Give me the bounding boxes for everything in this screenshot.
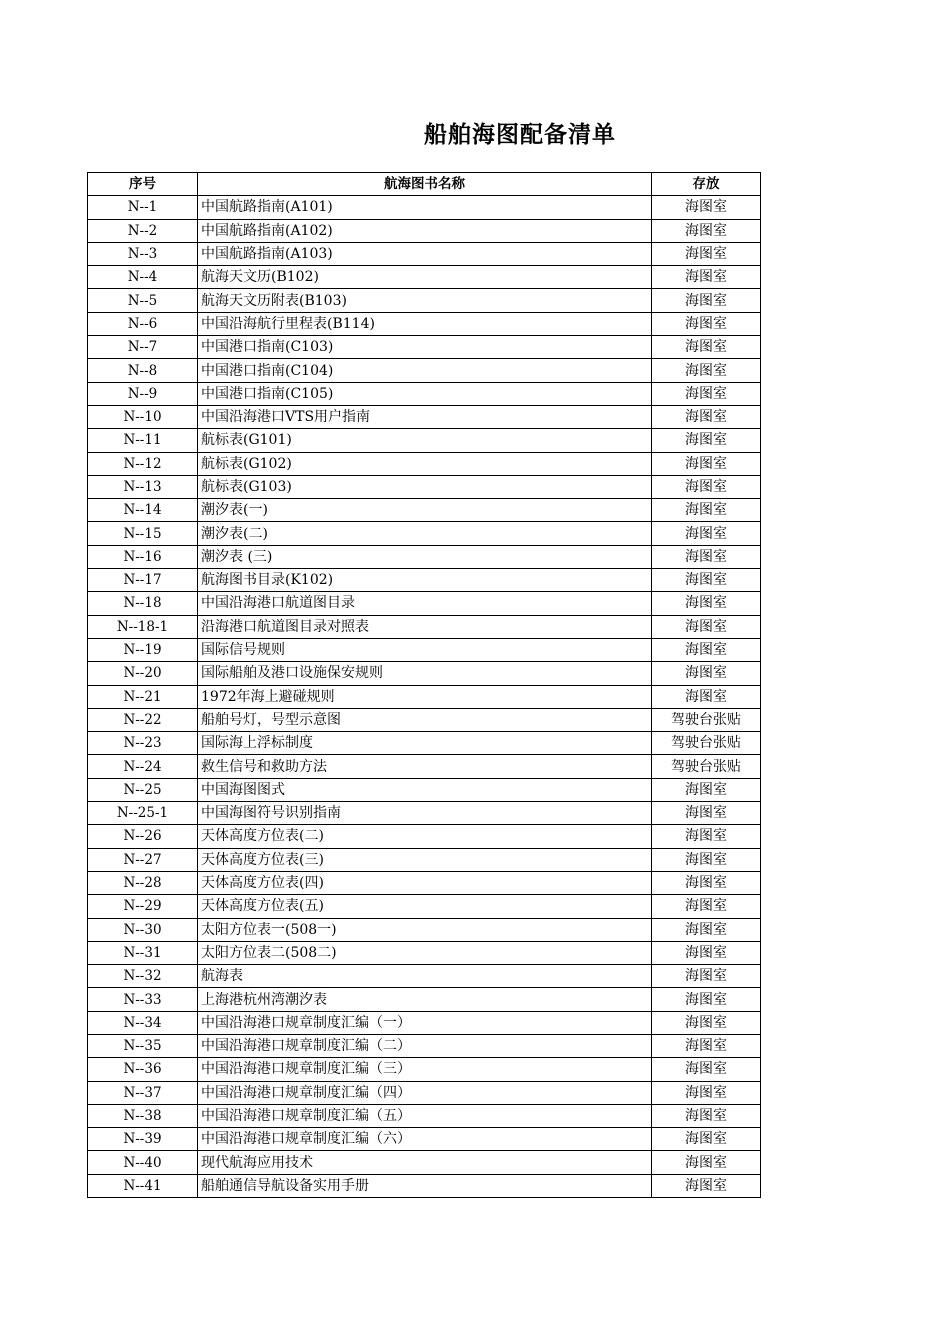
book-name-cell: 中国沿海港口规章制度汇编（二） (198, 1034, 652, 1057)
table-row (88, 708, 761, 731)
book-name-cell: 中国沿海港口规章制度汇编（六） (198, 1128, 652, 1151)
table-row (88, 1011, 761, 1034)
table-row (88, 1104, 761, 1127)
table-row (88, 336, 761, 359)
row-number-cell: N--18 (88, 592, 198, 615)
book-name-cell: 中国海图图式 (198, 778, 652, 801)
row-number-cell: N--26 (88, 825, 198, 848)
book-name-cell: 航标表(G102) (198, 452, 652, 475)
row-number-cell: N--3 (88, 242, 198, 265)
book-name-cell: 中国沿海港口航道图目录 (198, 592, 652, 615)
table-row (88, 685, 761, 708)
book-name-cell: 中国沿海港口规章制度汇编（三） (198, 1058, 652, 1081)
row-number-cell: N--30 (88, 918, 198, 941)
page-title: 船舶海图配备清单 (424, 122, 616, 148)
storage-location-cell: 海图室 (652, 336, 761, 359)
book-name-cell: 中国港口指南(C104) (198, 359, 652, 382)
row-number-cell: N--13 (88, 475, 198, 498)
table-row (88, 312, 761, 335)
row-number-cell: N--11 (88, 429, 198, 452)
book-name-cell: 天体高度方位表(五) (198, 895, 652, 918)
storage-location-cell: 海图室 (652, 662, 761, 685)
storage-location-cell: 海图室 (652, 895, 761, 918)
row-number-cell: N--31 (88, 941, 198, 964)
table-row (88, 802, 761, 825)
book-name-cell: 天体高度方位表(二) (198, 825, 652, 848)
table-row (88, 592, 761, 615)
table-row (88, 965, 761, 988)
storage-location-cell: 海图室 (652, 1011, 761, 1034)
storage-location-cell: 海图室 (652, 429, 761, 452)
row-number-cell: N--9 (88, 382, 198, 405)
header-name: 航海图书名称 (198, 173, 652, 196)
book-name-cell: 天体高度方位表(三) (198, 848, 652, 871)
book-name-cell: 航海天文历(B102) (198, 266, 652, 289)
table-row (88, 242, 761, 265)
table-row (88, 918, 761, 941)
table-row (88, 405, 761, 428)
book-name-cell: 国际海上浮标制度 (198, 732, 652, 755)
header-no: 序号 (88, 173, 198, 196)
table-row (88, 382, 761, 405)
storage-location-cell: 海图室 (652, 1128, 761, 1151)
book-name-cell: 航标表(G103) (198, 475, 652, 498)
storage-location-cell: 海图室 (652, 545, 761, 568)
storage-location-cell: 海图室 (652, 988, 761, 1011)
table-row (88, 569, 761, 592)
book-name-cell: 航标表(G101) (198, 429, 652, 452)
row-number-cell: N--36 (88, 1058, 198, 1081)
table-row (88, 755, 761, 778)
book-name-cell: 中国沿海港口规章制度汇编（一） (198, 1011, 652, 1034)
table-row (88, 895, 761, 918)
row-number-cell: N--1 (88, 196, 198, 219)
storage-location-cell: 海图室 (652, 569, 761, 592)
row-number-cell: N--27 (88, 848, 198, 871)
row-number-cell: N--32 (88, 965, 198, 988)
table-row (88, 499, 761, 522)
row-number-cell: N--25 (88, 778, 198, 801)
book-name-cell: 中国海图符号识别指南 (198, 802, 652, 825)
storage-location-cell: 海图室 (652, 941, 761, 964)
row-number-cell: N--34 (88, 1011, 198, 1034)
row-number-cell: N--24 (88, 755, 198, 778)
row-number-cell: N--14 (88, 499, 198, 522)
table-row (88, 871, 761, 894)
row-number-cell: N--18-1 (88, 615, 198, 638)
storage-location-cell: 海图室 (652, 685, 761, 708)
book-name-cell: 中国沿海港口规章制度汇编（五） (198, 1104, 652, 1127)
row-number-cell: N--38 (88, 1104, 198, 1127)
storage-location-cell: 海图室 (652, 266, 761, 289)
storage-location-cell: 海图室 (652, 1081, 761, 1104)
row-number-cell: N--41 (88, 1174, 198, 1197)
table-row (88, 825, 761, 848)
table-row (88, 848, 761, 871)
storage-location-cell: 海图室 (652, 522, 761, 545)
row-number-cell: N--28 (88, 871, 198, 894)
storage-location-cell: 海图室 (652, 871, 761, 894)
table-header-row (88, 173, 761, 196)
storage-location-cell: 驾驶台张贴 (652, 732, 761, 755)
table-row (88, 615, 761, 638)
row-number-cell: N--33 (88, 988, 198, 1011)
book-name-cell: 中国沿海港口规章制度汇编（四） (198, 1081, 652, 1104)
book-name-cell: 中国沿海航行里程表(B114) (198, 312, 652, 335)
row-number-cell: N--37 (88, 1081, 198, 1104)
storage-location-cell: 海图室 (652, 1174, 761, 1197)
book-name-cell: 潮汐表(二) (198, 522, 652, 545)
table-row (88, 452, 761, 475)
storage-location-cell: 海图室 (652, 1104, 761, 1127)
row-number-cell: N--12 (88, 452, 198, 475)
storage-location-cell: 海图室 (652, 965, 761, 988)
book-name-cell: 救生信号和救助方法 (198, 755, 652, 778)
table-row (88, 988, 761, 1011)
row-number-cell: N--5 (88, 289, 198, 312)
storage-location-cell: 海图室 (652, 615, 761, 638)
table-row (88, 1034, 761, 1057)
chart-inventory-table (87, 172, 761, 1198)
row-number-cell: N--10 (88, 405, 198, 428)
storage-location-cell: 海图室 (652, 918, 761, 941)
book-name-cell: 太阳方位表二(508二) (198, 941, 652, 964)
row-number-cell: N--39 (88, 1128, 198, 1151)
book-name-cell: 国际信号规则 (198, 638, 652, 661)
storage-location-cell: 海图室 (652, 848, 761, 871)
storage-location-cell: 海图室 (652, 1058, 761, 1081)
row-number-cell: N--6 (88, 312, 198, 335)
book-name-cell: 现代航海应用技术 (198, 1151, 652, 1174)
book-name-cell: 航海表 (198, 965, 652, 988)
table-row (88, 289, 761, 312)
book-name-cell: 天体高度方位表(四) (198, 871, 652, 894)
row-number-cell: N--17 (88, 569, 198, 592)
table-row (88, 266, 761, 289)
table-row (88, 732, 761, 755)
book-name-cell: 中国航路指南(A101) (198, 196, 652, 219)
row-number-cell: N--23 (88, 732, 198, 755)
storage-location-cell: 海图室 (652, 499, 761, 522)
table-row (88, 1081, 761, 1104)
book-name-cell: 潮汐表(一) (198, 499, 652, 522)
storage-location-cell: 海图室 (652, 802, 761, 825)
row-number-cell: N--19 (88, 638, 198, 661)
book-name-cell: 太阳方位表一(508一) (198, 918, 652, 941)
storage-location-cell: 驾驶台张贴 (652, 708, 761, 731)
storage-location-cell: 海图室 (652, 475, 761, 498)
table-body (88, 196, 761, 1198)
book-name-cell: 国际船舶及港口设施保安规则 (198, 662, 652, 685)
book-name-cell: 上海港杭州湾潮汐表 (198, 988, 652, 1011)
row-number-cell: N--4 (88, 266, 198, 289)
book-name-cell: 航海图书目录(K102) (198, 569, 652, 592)
table-row (88, 1151, 761, 1174)
book-name-cell: 中国航路指南(A102) (198, 219, 652, 242)
book-name-cell: 船舶号灯，号型示意图 (198, 708, 652, 731)
row-number-cell: N--20 (88, 662, 198, 685)
storage-location-cell: 海图室 (652, 638, 761, 661)
book-name-cell: 中国港口指南(C103) (198, 336, 652, 359)
storage-location-cell: 海图室 (652, 196, 761, 219)
table-row (88, 359, 761, 382)
storage-location-cell: 海图室 (652, 825, 761, 848)
storage-location-cell: 海图室 (652, 1151, 761, 1174)
book-name-cell: 船舶通信导航设备实用手册 (198, 1174, 652, 1197)
table-row (88, 662, 761, 685)
storage-location-cell: 海图室 (652, 592, 761, 615)
storage-location-cell: 海图室 (652, 1034, 761, 1057)
book-name-cell: 航海天文历附表(B103) (198, 289, 652, 312)
book-name-cell: 中国航路指南(A103) (198, 242, 652, 265)
storage-location-cell: 海图室 (652, 382, 761, 405)
storage-location-cell: 海图室 (652, 219, 761, 242)
row-number-cell: N--8 (88, 359, 198, 382)
book-name-cell: 中国沿海港口VTS用户指南 (198, 405, 652, 428)
book-name-cell: 沿海港口航道图目录对照表 (198, 615, 652, 638)
row-number-cell: N--22 (88, 708, 198, 731)
table-row (88, 545, 761, 568)
book-name-cell: 潮汐表 (三) (198, 545, 652, 568)
storage-location-cell: 海图室 (652, 359, 761, 382)
row-number-cell: N--25-1 (88, 802, 198, 825)
table-row (88, 1174, 761, 1197)
storage-location-cell: 海图室 (652, 242, 761, 265)
table-row (88, 941, 761, 964)
table-row (88, 638, 761, 661)
storage-location-cell: 海图室 (652, 405, 761, 428)
storage-location-cell: 海图室 (652, 778, 761, 801)
table-row (88, 522, 761, 545)
storage-location-cell: 驾驶台张贴 (652, 755, 761, 778)
row-number-cell: N--16 (88, 545, 198, 568)
header-location: 存放 (652, 173, 761, 196)
table-row (88, 475, 761, 498)
book-name-cell: 中国港口指南(C105) (198, 382, 652, 405)
row-number-cell: N--29 (88, 895, 198, 918)
table-row (88, 219, 761, 242)
table-row (88, 429, 761, 452)
table-row (88, 1058, 761, 1081)
row-number-cell: N--40 (88, 1151, 198, 1174)
table-row (88, 196, 761, 219)
row-number-cell: N--21 (88, 685, 198, 708)
row-number-cell: N--15 (88, 522, 198, 545)
table-row (88, 778, 761, 801)
row-number-cell: N--2 (88, 219, 198, 242)
storage-location-cell: 海图室 (652, 452, 761, 475)
book-name-cell: 1972年海上避碰规则 (198, 685, 652, 708)
storage-location-cell: 海图室 (652, 312, 761, 335)
storage-location-cell: 海图室 (652, 289, 761, 312)
table-row (88, 1128, 761, 1151)
row-number-cell: N--35 (88, 1034, 198, 1057)
row-number-cell: N--7 (88, 336, 198, 359)
